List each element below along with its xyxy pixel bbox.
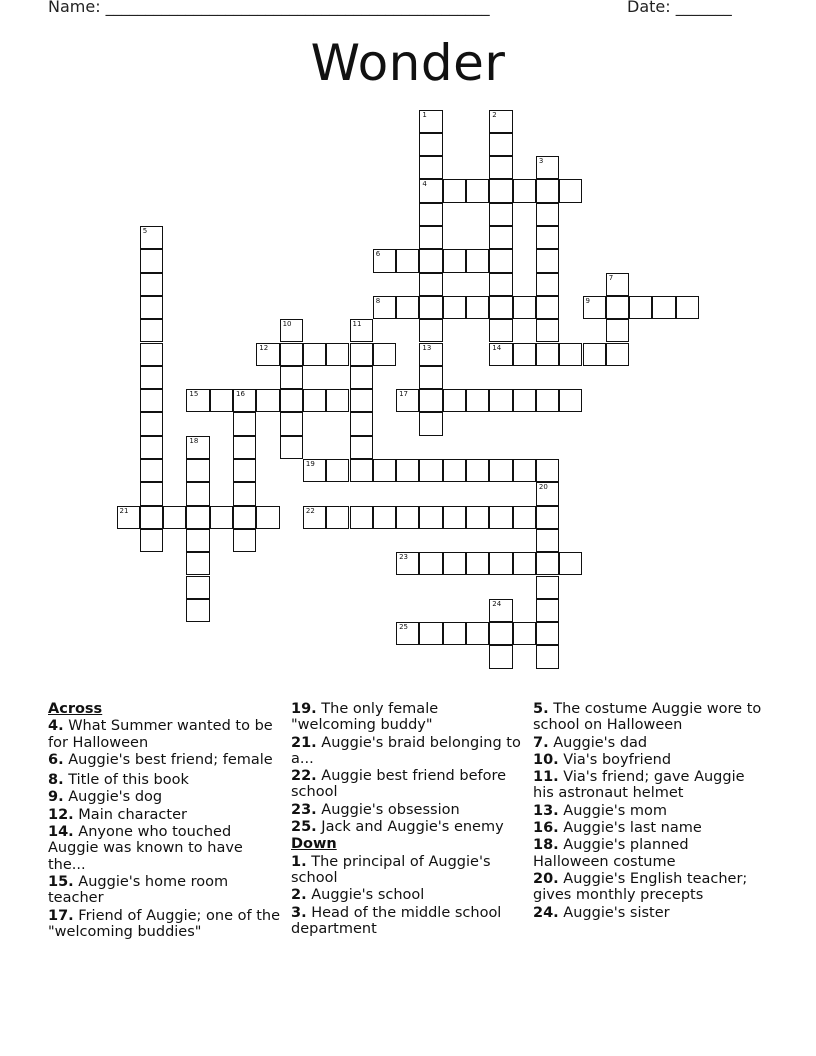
grid-cell[interactable] xyxy=(559,343,582,366)
grid-cell[interactable] xyxy=(303,459,326,482)
grid-cell[interactable] xyxy=(583,296,606,319)
grid-cell[interactable] xyxy=(606,319,629,342)
grid-cell[interactable] xyxy=(676,296,699,319)
grid-cell[interactable] xyxy=(513,296,536,319)
clue-across-19: 19. The only female "welcoming buddy" xyxy=(291,701,439,734)
grid-cell[interactable] xyxy=(443,622,466,645)
grid-cell[interactable] xyxy=(489,179,512,202)
clue-number: 18 xyxy=(189,436,199,445)
grid-cell[interactable] xyxy=(256,343,279,366)
grid-cell[interactable] xyxy=(489,249,512,272)
clue-number: 24 xyxy=(492,599,502,608)
clue-number: 22 xyxy=(305,506,315,515)
clue-number: 3 xyxy=(538,157,544,166)
grid-cell[interactable] xyxy=(396,296,419,319)
clue-across-15: 15. Auggie's home room teacher xyxy=(48,873,229,907)
clue-number: 15 xyxy=(189,390,199,399)
grid-cell[interactable] xyxy=(513,459,536,482)
clue-across-22: 22. Auggie best friend before school xyxy=(291,768,507,801)
grid-cell[interactable] xyxy=(629,296,652,319)
grid-cell[interactable] xyxy=(419,459,442,482)
clue-down-10: 10. Via's boyfriend xyxy=(533,751,672,768)
grid-cell[interactable] xyxy=(513,179,536,202)
clue-across-4: 4. What Summer wanted to be for Halloween xyxy=(48,718,273,751)
grid-cell[interactable] xyxy=(489,203,512,226)
grid-cell[interactable] xyxy=(419,273,442,296)
grid-cell[interactable] xyxy=(419,110,442,133)
grid-cell[interactable] xyxy=(280,366,303,389)
grid-cell[interactable] xyxy=(350,436,373,459)
grid-cell[interactable] xyxy=(140,343,163,366)
grid-cell[interactable] xyxy=(210,389,233,412)
grid-cell[interactable] xyxy=(280,389,303,412)
clue-across-8: 8. Title of this book xyxy=(48,772,189,789)
grid-cell[interactable] xyxy=(419,622,442,645)
grid-cell[interactable] xyxy=(303,506,326,529)
grid-cell[interactable] xyxy=(606,296,629,319)
grid-cell[interactable] xyxy=(536,156,559,179)
grid-cell[interactable] xyxy=(419,389,442,412)
clue-number: 1 xyxy=(422,110,427,119)
clue-number: 17 xyxy=(399,390,409,399)
grid-cell[interactable] xyxy=(489,622,512,645)
grid-cell[interactable] xyxy=(606,273,629,296)
clue-number: 9 xyxy=(585,296,590,305)
grid-cell[interactable] xyxy=(443,296,466,319)
grid-cell[interactable] xyxy=(326,389,349,412)
grid-cell[interactable] xyxy=(233,529,256,552)
grid-cell[interactable] xyxy=(536,576,559,599)
clue-down-18: 18. Auggie's planned Halloween costume xyxy=(533,837,689,870)
grid-cell[interactable] xyxy=(373,343,396,366)
grid-cell[interactable] xyxy=(350,412,373,435)
grid-cell[interactable] xyxy=(513,389,536,412)
grid-cell[interactable] xyxy=(513,506,536,529)
grid-cell[interactable] xyxy=(396,389,419,412)
clue-number: 19 xyxy=(305,460,315,468)
clue-number: 21 xyxy=(119,506,129,515)
clue-number: 2 xyxy=(492,110,497,119)
grid-cell[interactable] xyxy=(536,296,559,319)
grid-cell[interactable] xyxy=(396,459,419,482)
grid-cell[interactable] xyxy=(303,343,326,366)
grid-cell[interactable] xyxy=(466,249,489,272)
date-field[interactable]: Date: _______ xyxy=(627,0,732,16)
grid-cell[interactable] xyxy=(419,226,442,249)
grid-cell[interactable] xyxy=(233,412,256,435)
grid-cell[interactable] xyxy=(396,506,419,529)
grid-cell[interactable] xyxy=(489,343,512,366)
clue-across-17: 17. Friend of Auggie; one of the "welcoming buddies" xyxy=(48,907,281,940)
grid-cell[interactable] xyxy=(419,179,442,202)
grid-cell[interactable] xyxy=(419,343,442,366)
grid-cell[interactable] xyxy=(583,343,606,366)
grid-cell[interactable] xyxy=(350,366,373,389)
grid-cell[interactable] xyxy=(419,156,442,179)
grid-cell[interactable] xyxy=(489,459,512,482)
grid-cell[interactable] xyxy=(443,179,466,202)
grid-cell[interactable] xyxy=(443,506,466,529)
grid-cell[interactable] xyxy=(489,599,512,622)
grid-cell[interactable] xyxy=(350,343,373,366)
grid-cell[interactable] xyxy=(489,273,512,296)
clue-number: 5 xyxy=(142,227,148,235)
grid-cell[interactable] xyxy=(419,249,442,272)
grid-cell[interactable] xyxy=(536,179,559,202)
grid-cell[interactable] xyxy=(140,482,163,505)
clue-across-9: 9. Auggie's dog xyxy=(48,789,163,806)
clue-down-3: 3. Head of the middle school department xyxy=(291,904,502,937)
grid-cell[interactable] xyxy=(350,389,373,412)
grid-cell[interactable] xyxy=(280,436,303,459)
grid-cell[interactable] xyxy=(419,319,442,342)
clue-down-11: 11. Via's friend; gave Auggie his astronaut helmet xyxy=(533,769,745,802)
grid-cell[interactable] xyxy=(233,506,256,529)
grid-cell[interactable] xyxy=(280,343,303,366)
grid-cell[interactable] xyxy=(489,552,512,575)
grid-cell[interactable] xyxy=(186,506,209,529)
grid-cell[interactable] xyxy=(536,645,559,668)
grid-cell[interactable] xyxy=(443,552,466,575)
grid-cell[interactable] xyxy=(140,459,163,482)
clue-number: 4 xyxy=(422,180,427,189)
clue-across-23: 23. Auggie's obsession xyxy=(291,801,460,818)
grid-cell[interactable] xyxy=(536,599,559,622)
clues-column-3 xyxy=(533,700,765,921)
grid-cell[interactable] xyxy=(140,389,163,412)
grid-cell[interactable] xyxy=(536,226,559,249)
clue-across-6: 6. Auggie's best friend; female xyxy=(48,751,273,768)
grid-cell[interactable] xyxy=(396,249,419,272)
page-title: Wonder xyxy=(310,34,506,92)
clue-down-20: 20. Auggie's English teacher; gives monthly precepts xyxy=(533,870,748,904)
grid-cell[interactable] xyxy=(140,273,163,296)
grid-cell[interactable] xyxy=(373,296,396,319)
grid-cell[interactable] xyxy=(140,529,163,552)
grid-cell[interactable] xyxy=(489,319,512,342)
grid-cell[interactable] xyxy=(350,319,373,342)
clue-across-14: 14. Anyone who touched Auggie was known to have the... xyxy=(48,824,243,873)
grid-cell[interactable] xyxy=(326,343,349,366)
grid-cell[interactable] xyxy=(419,412,442,435)
grid-cell[interactable] xyxy=(233,482,256,505)
grid-cell[interactable] xyxy=(513,552,536,575)
clue-number: 25 xyxy=(399,623,409,632)
grid-cell[interactable] xyxy=(536,249,559,272)
grid-cell[interactable] xyxy=(489,110,512,133)
grid-cell[interactable] xyxy=(233,459,256,482)
grid-cell[interactable] xyxy=(140,436,163,459)
grid-cell[interactable] xyxy=(419,133,442,156)
grid-cell[interactable] xyxy=(140,506,163,529)
grid-cell[interactable] xyxy=(489,156,512,179)
clue-number: 7 xyxy=(608,273,614,282)
grid-cell[interactable] xyxy=(536,389,559,412)
grid-cell[interactable] xyxy=(210,506,233,529)
grid-cell[interactable] xyxy=(536,319,559,342)
grid-cell[interactable] xyxy=(117,506,140,529)
grid-cell[interactable] xyxy=(140,249,163,272)
clue-across-12: 12. Main character xyxy=(48,806,187,823)
clue-number: 23 xyxy=(399,553,409,562)
grid-cell[interactable] xyxy=(606,343,629,366)
grid-cell[interactable] xyxy=(419,203,442,226)
grid-cell[interactable] xyxy=(489,226,512,249)
grid-cell[interactable] xyxy=(303,389,326,412)
grid-cell[interactable] xyxy=(466,179,489,202)
grid-cell[interactable] xyxy=(256,506,279,529)
grid-cell[interactable] xyxy=(536,459,559,482)
grid-cell[interactable] xyxy=(326,506,349,529)
clue-down-7: 7. Auggie's dad xyxy=(533,734,648,751)
grid-cell[interactable] xyxy=(536,529,559,552)
clue-down-1: 1. The principal of Auggie's school xyxy=(291,853,491,886)
grid-cell[interactable] xyxy=(163,506,186,529)
grid-cell[interactable] xyxy=(373,506,396,529)
grid-cell[interactable] xyxy=(536,482,559,505)
grid-cell[interactable] xyxy=(396,552,419,575)
clue-down-24: 24. Auggie's sister xyxy=(533,904,670,921)
clue-across-21: 21. Auggie's braid belonging to a... xyxy=(291,734,521,767)
grid-cell[interactable] xyxy=(186,482,209,505)
across-heading: Across xyxy=(48,701,103,717)
clue-number: 6 xyxy=(375,250,381,259)
clues-column-2 xyxy=(291,700,523,937)
clue-number: 14 xyxy=(492,343,502,352)
grid-cell[interactable] xyxy=(140,412,163,435)
clue-down-2: 2. Auggie's school xyxy=(291,887,425,904)
clue-number: 13 xyxy=(422,343,432,352)
clue-number: 11 xyxy=(352,320,362,329)
grid-cell[interactable] xyxy=(513,343,536,366)
grid-cell[interactable] xyxy=(326,459,349,482)
grid-cell[interactable] xyxy=(140,296,163,319)
grid-cell[interactable] xyxy=(466,296,489,319)
grid-cell[interactable] xyxy=(186,599,209,622)
grid-cell[interactable] xyxy=(419,506,442,529)
grid-cell[interactable] xyxy=(536,343,559,366)
grid-cell[interactable] xyxy=(489,296,512,319)
grid-cell[interactable] xyxy=(280,319,303,342)
grid-cell[interactable] xyxy=(350,459,373,482)
name-field[interactable]: Name: ________________________________________________ xyxy=(48,0,490,16)
grid-cell[interactable] xyxy=(140,319,163,342)
grid-cell[interactable] xyxy=(489,506,512,529)
grid-cell[interactable] xyxy=(186,389,209,412)
clue-number: 10 xyxy=(282,320,292,329)
grid-cell[interactable] xyxy=(536,273,559,296)
grid-cell[interactable] xyxy=(373,459,396,482)
grid-cell[interactable] xyxy=(489,389,512,412)
grid-cell[interactable] xyxy=(466,622,489,645)
grid-cell[interactable] xyxy=(652,296,675,319)
grid-cell[interactable] xyxy=(489,645,512,668)
grid-cell[interactable] xyxy=(186,459,209,482)
grid-cell[interactable] xyxy=(536,552,559,575)
grid-cell[interactable] xyxy=(443,389,466,412)
clues-column-1 xyxy=(48,700,280,940)
grid-cell[interactable] xyxy=(186,576,209,599)
grid-cell[interactable] xyxy=(466,506,489,529)
grid-cell[interactable] xyxy=(186,436,209,459)
grid-cell[interactable] xyxy=(489,133,512,156)
grid-cell[interactable] xyxy=(396,622,419,645)
grid-cell[interactable] xyxy=(443,249,466,272)
grid-cell[interactable] xyxy=(233,436,256,459)
grid-cell[interactable] xyxy=(466,459,489,482)
grid-cell[interactable] xyxy=(186,529,209,552)
grid-cell[interactable] xyxy=(466,552,489,575)
grid-cell[interactable] xyxy=(140,366,163,389)
grid-cell[interactable] xyxy=(443,459,466,482)
grid-cell[interactable] xyxy=(256,389,279,412)
grid-cell[interactable] xyxy=(536,203,559,226)
grid-cell[interactable] xyxy=(419,552,442,575)
grid-cell[interactable] xyxy=(186,552,209,575)
grid-cell[interactable] xyxy=(419,296,442,319)
clue-number: 8 xyxy=(375,296,381,305)
grid-cell[interactable] xyxy=(559,552,582,575)
grid-cell[interactable] xyxy=(466,389,489,412)
grid-cell[interactable] xyxy=(419,366,442,389)
clue-down-5: 5. The costume Auggie wore to school on Halloween xyxy=(533,701,762,734)
clue-number: 12 xyxy=(259,343,269,352)
grid-cell[interactable] xyxy=(536,506,559,529)
clue-down-16: 16. Auggie's last name xyxy=(533,820,702,837)
clue-across-25: 25. Jack and Auggie's enemy xyxy=(291,819,504,836)
clue-number: 20 xyxy=(538,483,548,492)
grid-cell[interactable] xyxy=(350,506,373,529)
grid-cell[interactable] xyxy=(536,622,559,645)
grid-cell[interactable] xyxy=(233,389,256,412)
grid-cell[interactable] xyxy=(280,412,303,435)
grid-cell[interactable] xyxy=(559,389,582,412)
grid-cell[interactable] xyxy=(140,226,163,249)
clue-down-13: 13. Auggie's mom xyxy=(533,802,668,819)
grid-cell[interactable] xyxy=(559,179,582,202)
grid-cell[interactable] xyxy=(513,622,536,645)
clue-number: 16 xyxy=(236,390,245,399)
grid-cell[interactable] xyxy=(373,249,396,272)
down-heading: Down xyxy=(291,836,337,853)
